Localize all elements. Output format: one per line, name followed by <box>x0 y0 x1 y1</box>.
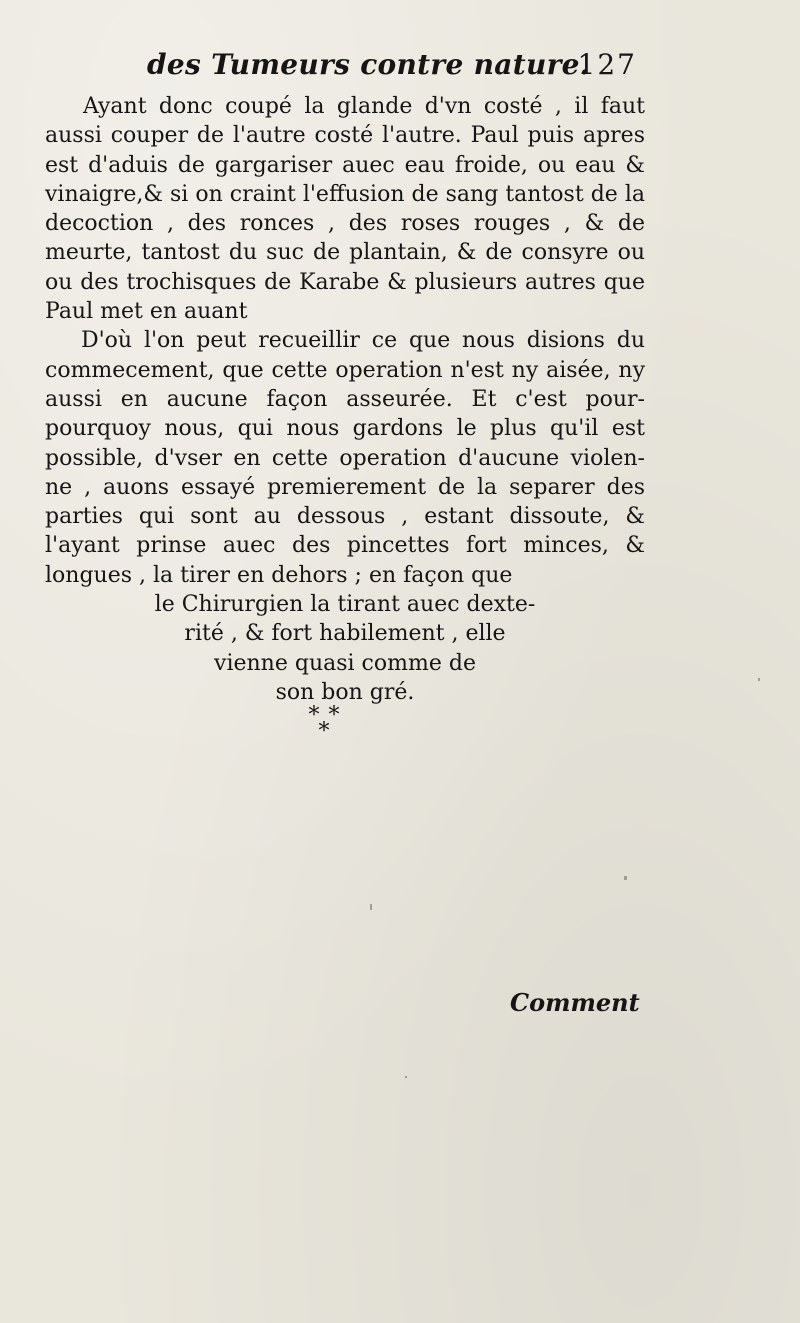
asterism-star: * <box>318 719 330 744</box>
paragraph-2: D'où l'on peut recueillir ce que nous disions du commecement, que cette operation n'est ny aisée, ny aussi en aucune façon asseurée. Et c'est pour-pourquoy nous, qui nous gardons le plus qu'il est possible, d'vser en cette operation d'aucune violen-ne , auons essayé premierement de la separer des parties qui sont au dessous , estant dissoute, & l'ayant prinse auec des pincettes fort minces, & longues , la tirer en dehors ; en façon que <box>45 328 645 588</box>
taper-line-1: le Chirurgien la tirant auec dexte- <box>154 592 536 618</box>
paragraph-1: Ayant donc coupé la glande d'vn costé , il faut aussi couper de l'autre costé l'autre. Paul puis apres est d'aduis de gargariser auec eau froide, ou eau & vinaigre,& si on craint l'effusion de sang tantost de la decoction , des ronces , des roses rouges , & de meurte, tantost du suc de plantain, & de consyre ou ou des trochisques de Karabe & plusieurs autres que Paul met en auant <box>45 94 645 325</box>
asterism-star: * <box>308 703 320 728</box>
taper-line-3: vienne quasi comme de <box>214 650 476 676</box>
catchword: Comment <box>510 988 640 1017</box>
running-head <box>147 48 637 84</box>
asterism-ornament <box>294 703 354 748</box>
paper-speck <box>370 904 372 910</box>
paper-speck <box>758 678 760 681</box>
taper-line-4: son bon gré. <box>275 679 415 705</box>
asterism-star: * <box>328 703 340 728</box>
running-title: des Tumeurs contre nature. <box>147 48 590 81</box>
paper-speck <box>624 876 627 880</box>
page-number: 127 <box>577 48 637 81</box>
paper-speck <box>405 1076 407 1078</box>
taper-line-2: rité , & fort habilement , elle <box>184 621 506 647</box>
main-text <box>45 92 645 707</box>
